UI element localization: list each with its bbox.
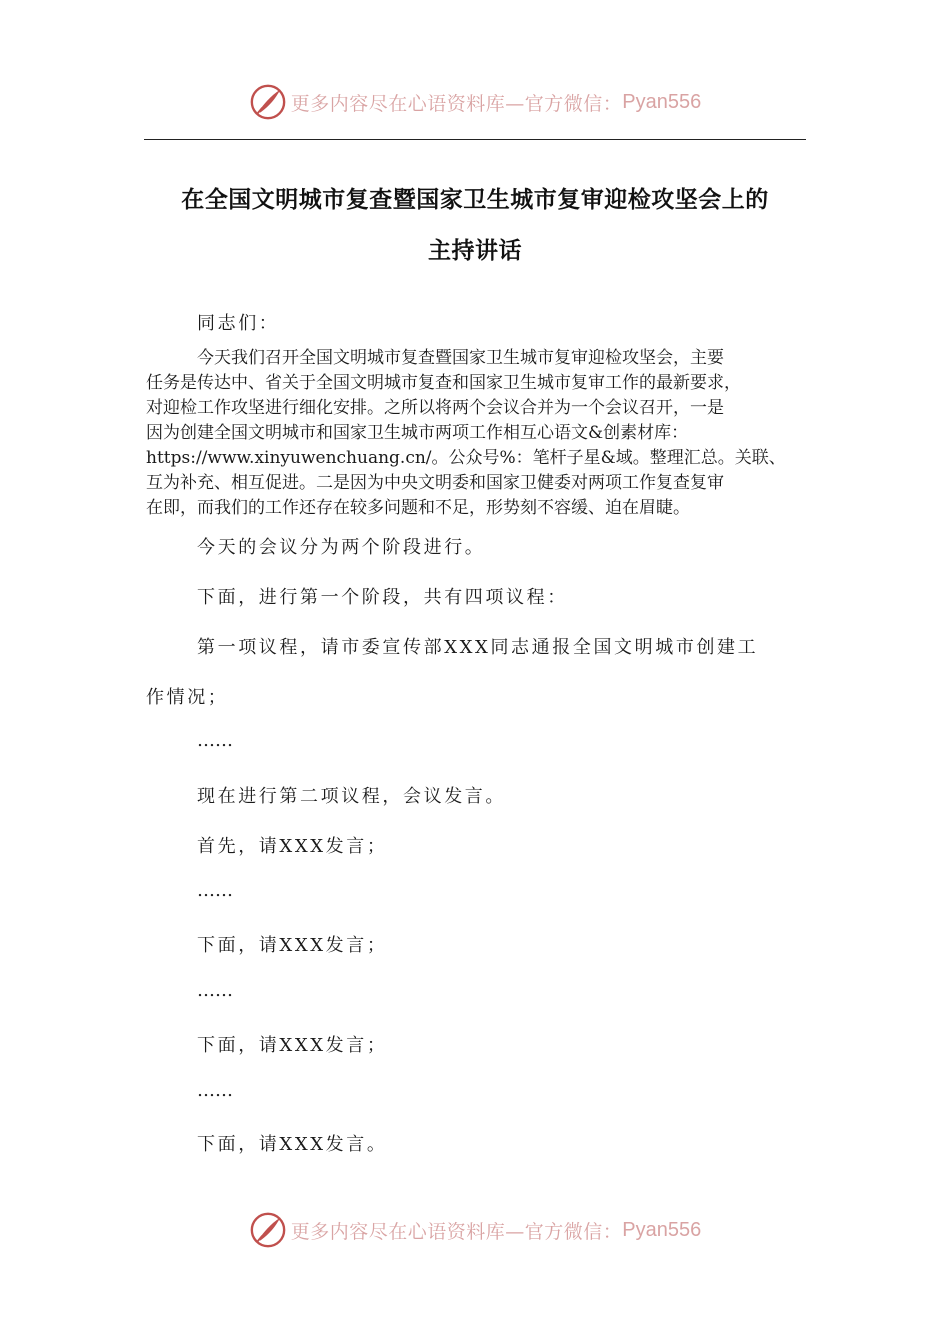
intro-line: 对迎检工作攻坚进行细化安排。之所以将两个会议合并为一个会议召开，一是: [146, 398, 724, 418]
quill-logo-icon: [249, 1211, 287, 1249]
paragraph-item2: 现在进行第二项议程，会议发言。: [197, 786, 506, 807]
paragraph-item1-cont: 作情况；: [146, 687, 229, 708]
paragraph-phase1: 下面，进行第一个阶段，共有四项议程：: [197, 587, 568, 608]
paragraph-last-speaker: 下面，请XXX发言。: [197, 1134, 388, 1155]
banner-wechat-id: Pyan556: [622, 90, 702, 113]
intro-paragraph: [146, 346, 806, 521]
header-rule: [144, 139, 806, 140]
intro-line: 因为创建全国文明城市和国家卫生城市两项工作相互心语文&创素材库：: [146, 423, 689, 443]
ellipsis: ……: [197, 730, 233, 751]
banner-text: 更多内容尽在心语资料库—官方微信：: [290, 1220, 623, 1243]
paragraph-stages: 今天的会议分为两个阶段进行。: [197, 537, 486, 558]
intro-line: 互为补充、相互促进。二是因为中央文明委和国家卫健委对两项工作复查复审: [146, 473, 724, 493]
intro-line: https://www.xinyuwenchuang.cn/。公众号%：笔杆子星&域。整理汇总。关联、: [146, 448, 786, 468]
intro-line: 今天我们召开全国文明城市复查暨国家卫生城市复审迎检攻坚会，主要: [197, 348, 724, 368]
document-title-line1: 在全国文明城市复查暨国家卫生城市复审迎检攻坚会上的: [181, 187, 769, 213]
ellipsis: ……: [197, 980, 233, 1001]
paragraph-next-speaker: 下面，请XXX发言；: [197, 1035, 388, 1056]
ellipsis: ……: [197, 880, 233, 901]
header-banner: [0, 82, 950, 122]
footer-banner: [0, 1210, 950, 1250]
banner-text: 更多内容尽在心语资料库—官方微信：: [290, 92, 623, 115]
document-title-line2: 主持讲话: [428, 238, 522, 264]
greeting: 同志们：: [197, 313, 280, 334]
intro-line: 任务是传达中、省关于全国文明城市复查和国家卫生城市复审工作的最新要求，: [146, 373, 741, 393]
paragraph-first-speaker: 首先，请XXX发言；: [197, 836, 388, 857]
paragraph-next-speaker: 下面，请XXX发言；: [197, 935, 388, 956]
ellipsis: ……: [197, 1080, 233, 1101]
banner-wechat-id: Pyan556: [622, 1218, 702, 1241]
quill-logo-icon: [249, 83, 287, 121]
intro-line: 在即，而我们的工作还存在较多问题和不足，形势刻不容缓、迫在眉睫。: [146, 498, 690, 518]
paragraph-item1: 第一项议程，请市委宣传部XXX同志通报全国文明城市创建工: [197, 637, 759, 658]
